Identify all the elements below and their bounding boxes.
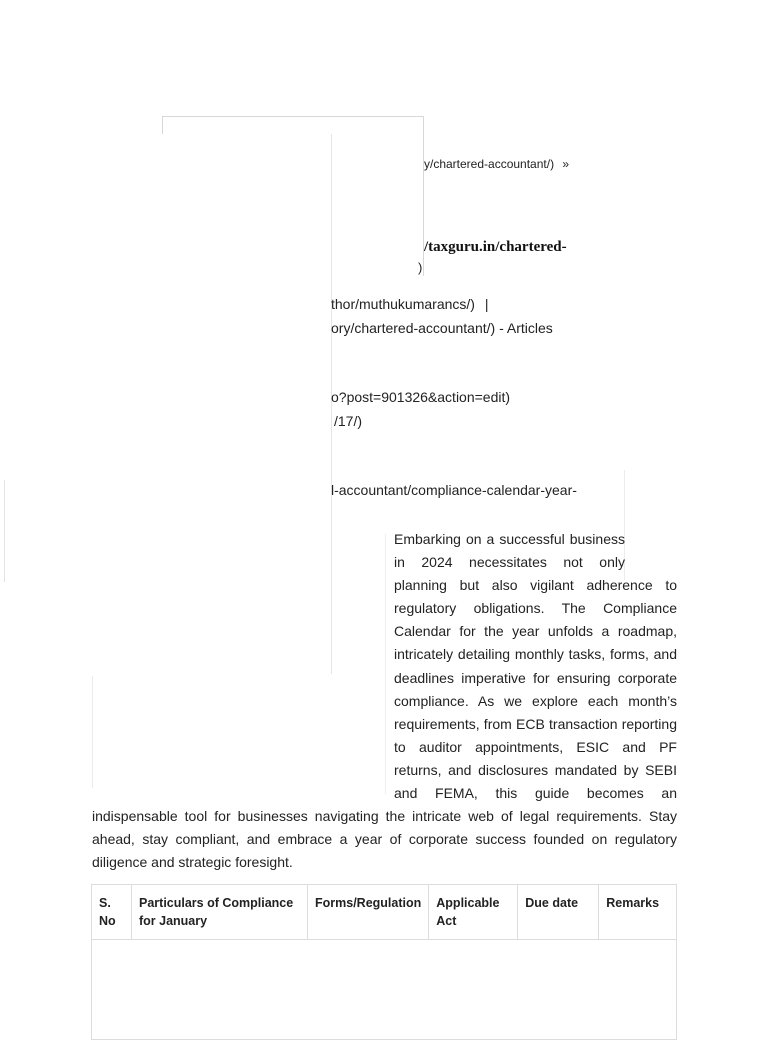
article-title-link[interactable]: /taxguru.in/chartered- <box>424 239 567 255</box>
author-link[interactable]: thor/muthukumarancs/) | <box>331 296 489 312</box>
table-cell <box>92 940 677 1040</box>
compliance-table <box>91 884 677 1040</box>
overlay-left-border <box>162 116 163 134</box>
table-header-row <box>92 885 677 940</box>
author-separator: | <box>484 296 489 312</box>
header-sno: S. No <box>92 885 132 940</box>
breadcrumb-link[interactable]: y/chartered-accountant/) » <box>424 157 570 171</box>
article-url-link[interactable]: l-accountant/compliance-calendar-year- <box>331 482 577 498</box>
overlay-top-border <box>162 116 424 117</box>
header-remarks: Remarks <box>599 885 677 940</box>
header-particulars: Particulars of Compliance for January <box>132 885 308 940</box>
header-act: Applicable Act <box>429 885 518 940</box>
featured-image-placeholder <box>92 528 394 796</box>
category-link[interactable]: ory/chartered-accountant/) - Articles <box>331 320 553 336</box>
article-title-link-end[interactable]: ) <box>418 260 423 275</box>
article-intro: Embarking on a successful business in 2024 necessitates not only planning but also vigilant adherence to regulatory obligations. The Compliance Calendar for the year unfolds a roadmap, intricately detailing monthly tasks, forms, and deadlines imperative for ensuring corporate compliance. As we explore each month’s requirements, from ECB transaction reporting to auditor appointments, ESIC and PF returns, and disclosures mandated by SEBI and FEMA, this guide becomes an indispensable tool for businesses navigating the intricate web of legal requirements. Stay ahead, stay compliant, and embrace a year of corporate success founded on regulatory diligence and strategic foresight. <box>92 531 677 871</box>
table-row <box>92 940 677 1040</box>
article-body <box>92 528 677 874</box>
edit-post-link[interactable]: o?post=901326&action=edit) <box>331 389 511 405</box>
overlay-left-edge <box>4 480 5 582</box>
top-right-ad-space <box>625 528 677 574</box>
header-due-date: Due date <box>518 885 599 940</box>
date-archive-link[interactable]: /17/) <box>334 413 363 429</box>
header-forms: Forms/Regulation <box>308 885 429 940</box>
breadcrumb-separator: » <box>562 157 570 171</box>
compliance-table-wrapper <box>91 884 677 1040</box>
